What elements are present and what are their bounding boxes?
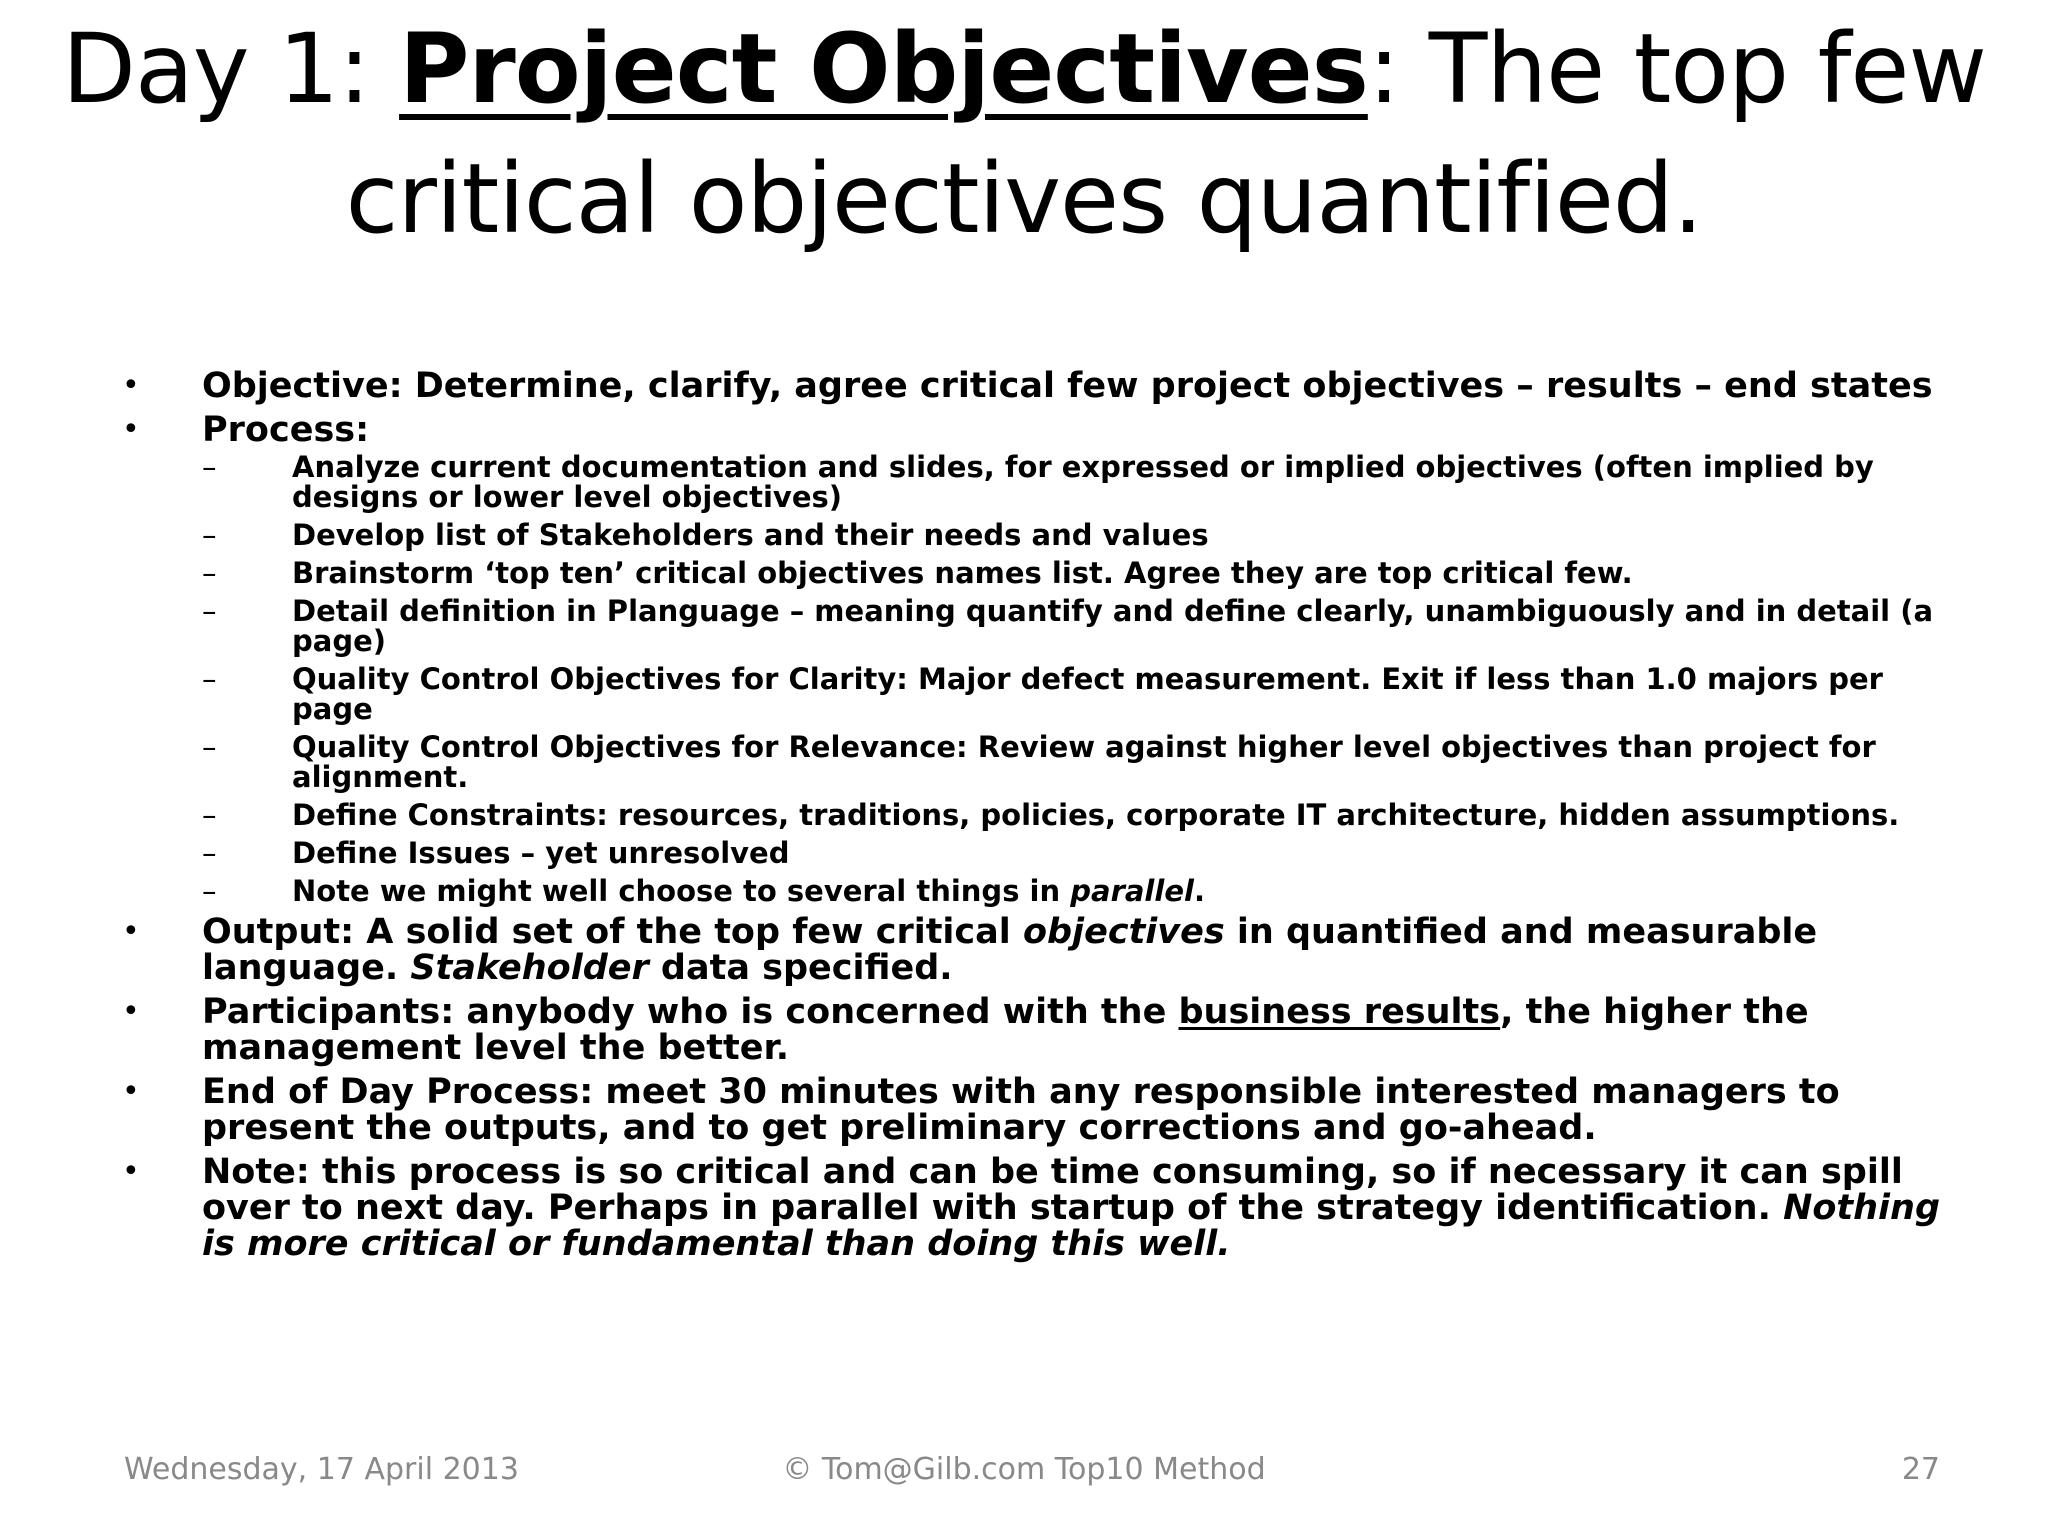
process-step-text: Define Constraints: resources, traditions, policies, corporate IT architecture, hidden assumptions. [292,798,1900,832]
process-step-text: Detail definition in Planguage – meaning quantify and define clearly, unambiguously and in detail (a page) [292,594,1934,658]
process-step-text: Define Issues – yet unresolved [292,836,790,870]
dash-marker: – [202,836,217,870]
process-step-text: Develop list of Stakeholders and their needs and values [292,518,1209,552]
bullet-output-label: Output: [202,912,355,952]
process-step-text: Note we might well choose to several things in [292,874,1071,908]
bullet-objective [122,368,1942,404]
bullet-output-text2: in quantified and measurable language. [202,912,1818,988]
process-step [202,800,1942,830]
process-step-end: . [1193,874,1205,908]
bullet-note-italic: Nothing is more critical or fundamental than doing this well. [202,1188,1941,1264]
bullet-marker: • [122,914,140,949]
dash-marker: – [202,874,217,908]
bullet-participants-text: anybody who is concerned with the [454,992,1179,1032]
process-step-text: Analyze current documentation and slides, for expressed or implied objectives (often implied by designs or lower level objectives) [292,450,1874,514]
bullet-marker: • [122,368,140,403]
bullet-note [122,1154,1942,1262]
process-step [202,732,1942,792]
bullet-participants-underlined: business results [1178,992,1501,1032]
process-step [202,520,1942,550]
process-step [202,876,1942,906]
bullet-marker: • [122,1074,140,1109]
dash-marker: – [202,518,217,552]
title-rest: : The top few [1367,13,1986,125]
footer-page-number: 27 [1901,1452,1940,1487]
bullet-process-label: Process: [202,410,370,450]
footer-copyright: © Tom@Gilb.com Top10 Method [782,1452,1266,1487]
dash-marker: – [202,556,217,590]
bullet-end-of-day [122,1074,1942,1146]
bullet-participants-text2: , the higher the management level the better. [202,992,1809,1068]
process-step [202,596,1942,656]
footer-date: Wednesday, 17 April 2013 [124,1452,519,1487]
dash-marker: – [202,594,217,628]
dash-marker: – [202,798,217,832]
bullet-note-text: this process is so critical and can be time consuming, so if necessary it can spill over to next day. Perhaps in parallel with startup of the strategy identification. [202,1152,1903,1228]
process-step-text: Quality Control Objectives for Clarity: Major defect measurement. Exit if less than 1.0 majors per page [292,662,1883,726]
title-line2: critical objectives quantified. [345,143,1703,255]
process-step [202,838,1942,868]
bullet-marker: • [122,994,140,1029]
bullet-output [122,914,1942,986]
bullet-process [122,412,1942,906]
process-step [202,452,1942,512]
title-prefix: Day 1: [62,13,400,125]
bullet-output-italic2: Stakeholder [410,948,649,988]
process-step [202,664,1942,724]
bullet-output-italic: objectives [1022,912,1225,952]
slide-body [122,368,1942,1270]
slide-title [60,4,1988,264]
bullet-participants-label: Participants: [202,992,455,1032]
bullet-note-label: Note: [202,1152,310,1192]
bullet-end-of-day-text: meet 30 minutes with any responsible interested managers to present the outputs, and to get preliminary corrections and go-ahead. [202,1072,1840,1148]
dash-marker: – [202,450,217,484]
bullet-marker: • [122,412,140,447]
process-step [202,558,1942,588]
process-sublist [202,452,1942,906]
bullet-end-of-day-label: End of Day Process: [202,1072,594,1112]
bullet-participants [122,994,1942,1066]
process-step-italic: parallel [1070,874,1194,908]
bullet-list [122,368,1942,1262]
bullet-marker: • [122,1154,140,1189]
bullet-output-text3: data specified. [648,948,953,988]
dash-marker: – [202,730,217,764]
bullet-output-text: A solid set of the top few critical [354,912,1023,952]
dash-marker: – [202,662,217,696]
process-step-text: Quality Control Objectives for Relevance: Review against higher level objectives than project for alignment. [292,730,1876,794]
title-emphasis: Project Objectives [399,13,1368,125]
process-step-text: Brainstorm ‘top ten’ critical objectives names list. Agree they are top critical few. [292,556,1633,590]
bullet-objective-text: Objective: Determine, clarify, agree critical few project objectives – results – end states [202,366,1933,406]
